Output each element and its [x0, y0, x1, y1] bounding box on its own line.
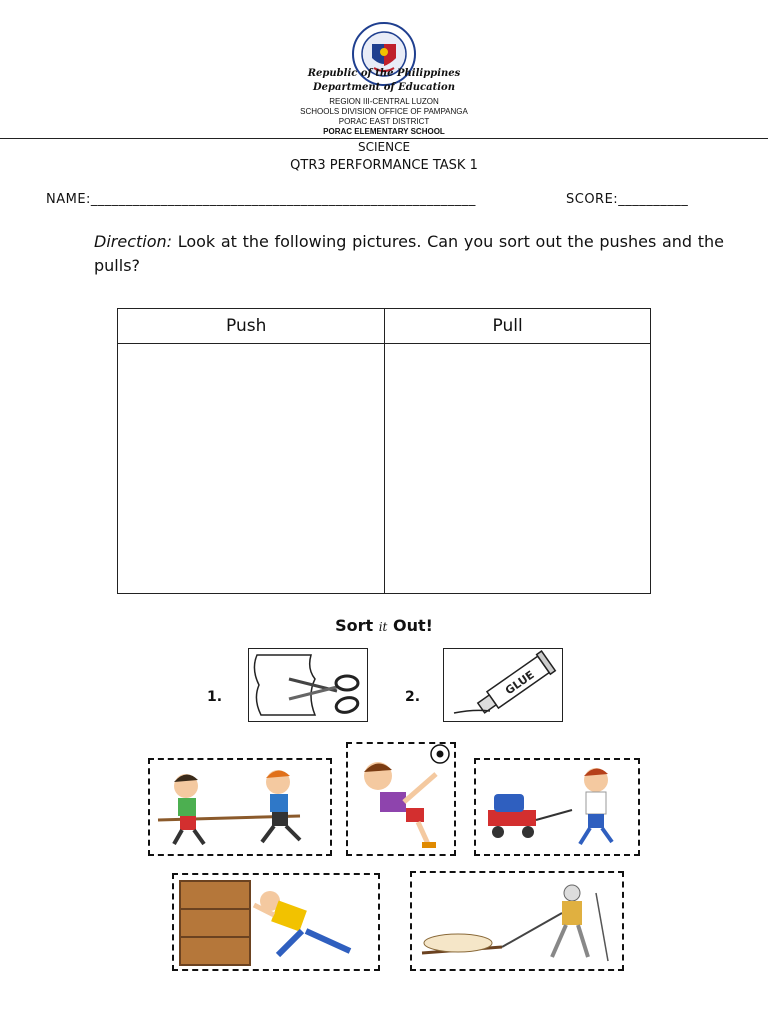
- header-divider: [0, 138, 768, 139]
- republic-line: Republic of the Philippines: [307, 68, 461, 79]
- glue-label: GLUE: [502, 668, 537, 698]
- item-1-number: 1.: [207, 689, 223, 705]
- wagon-pull-icon: [476, 760, 638, 854]
- scissors-picture[interactable]: [248, 648, 368, 722]
- sort-it-out-title: [0, 616, 768, 635]
- division-line: SCHOOLS DIVISION OFFICE OF PAMPANGA: [300, 107, 468, 116]
- wagon-pull-picture[interactable]: [474, 758, 640, 856]
- sort-title-it: it: [378, 620, 388, 634]
- direction-label: Direction:: [94, 232, 173, 251]
- district-line: PORAC EAST DISTRICT: [338, 117, 430, 126]
- subject-title: SCIENCE: [357, 140, 411, 154]
- kicking-ball-icon: [348, 744, 454, 854]
- sled-pull-picture[interactable]: [410, 871, 624, 971]
- push-answer-cell[interactable]: [118, 344, 385, 594]
- item-2-number: 2.: [405, 689, 421, 705]
- tug-of-war-picture[interactable]: [148, 758, 332, 856]
- glue-picture[interactable]: [443, 648, 563, 722]
- push-crate-picture[interactable]: [172, 873, 380, 971]
- scissors-icon: [249, 649, 367, 721]
- sled-pull-icon: [412, 873, 622, 969]
- kicking-ball-picture[interactable]: [346, 742, 456, 856]
- pull-answer-cell[interactable]: [384, 344, 651, 594]
- direction-text: Look at the following pictures. Can you sort out the pushes and the pulls?: [94, 232, 724, 275]
- region-line: REGION III-CENTRAL LUZON: [329, 97, 439, 106]
- push-pull-table: [117, 308, 651, 594]
- sort-title-post: Out!: [387, 616, 433, 635]
- push-header: Push: [118, 309, 385, 344]
- task-title: QTR3 PERFORMANCE TASK 1: [290, 158, 478, 173]
- pull-header: Pull: [384, 309, 651, 344]
- sort-title-pre: Sort: [335, 616, 379, 635]
- push-crate-icon: [174, 875, 378, 969]
- score-field[interactable]: SCORE:__________: [566, 192, 689, 207]
- department-line: Department of Education: [313, 82, 455, 93]
- tug-of-war-icon: [150, 760, 330, 854]
- name-field[interactable]: NAME:_______________________________________________________: [46, 192, 476, 207]
- glue-tube-icon: [444, 649, 562, 721]
- school-line: PORAC ELEMENTARY SCHOOL: [323, 127, 445, 136]
- direction-paragraph: [94, 230, 724, 278]
